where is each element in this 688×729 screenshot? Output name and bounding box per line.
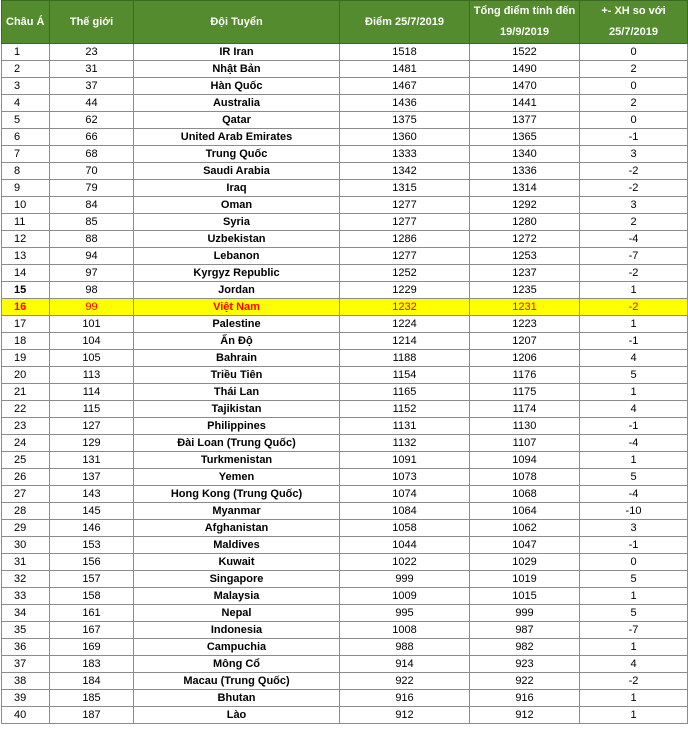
- cell-asia-rank: 23: [2, 418, 50, 435]
- cell-world-rank: 99: [50, 299, 134, 316]
- cell-asia-rank: 2: [2, 61, 50, 78]
- cell-team: Bahrain: [134, 350, 340, 367]
- table-row: [2, 78, 688, 95]
- cell-asia-rank: 17: [2, 316, 50, 333]
- header-world-rank: Thế giới: [50, 1, 134, 44]
- cell-asia-rank: 25: [2, 452, 50, 469]
- table-row: [2, 486, 688, 503]
- cell-points-before: 999: [340, 571, 470, 588]
- cell-asia-rank: 9: [2, 180, 50, 197]
- cell-rank-change: 3: [580, 146, 688, 163]
- table-row: [2, 554, 688, 571]
- cell-world-rank: 62: [50, 112, 134, 129]
- cell-team: Việt Nam: [134, 299, 340, 316]
- cell-rank-change: 0: [580, 112, 688, 129]
- cell-asia-rank: 35: [2, 622, 50, 639]
- cell-asia-rank: 20: [2, 367, 50, 384]
- cell-points-before: 1132: [340, 435, 470, 452]
- cell-rank-change: -2: [580, 180, 688, 197]
- table-row: [2, 112, 688, 129]
- cell-world-rank: 184: [50, 673, 134, 690]
- cell-world-rank: 97: [50, 265, 134, 282]
- table-header-row: [2, 1, 688, 44]
- cell-team: Mông Cổ: [134, 656, 340, 673]
- cell-points-now: 1029: [470, 554, 580, 571]
- cell-asia-rank: 40: [2, 707, 50, 724]
- table-row: [2, 469, 688, 486]
- cell-asia-rank: 7: [2, 146, 50, 163]
- cell-points-before: 1315: [340, 180, 470, 197]
- cell-asia-rank: 4: [2, 95, 50, 112]
- cell-team: Triều Tiên: [134, 367, 340, 384]
- cell-world-rank: 31: [50, 61, 134, 78]
- cell-rank-change: 0: [580, 78, 688, 95]
- cell-rank-change: -2: [580, 299, 688, 316]
- cell-team: Australia: [134, 95, 340, 112]
- cell-team: Afghanistan: [134, 520, 340, 537]
- cell-asia-rank: 38: [2, 673, 50, 690]
- table-row: [2, 571, 688, 588]
- cell-asia-rank: 8: [2, 163, 50, 180]
- cell-world-rank: 145: [50, 503, 134, 520]
- cell-world-rank: 129: [50, 435, 134, 452]
- cell-rank-change: 5: [580, 571, 688, 588]
- cell-world-rank: 114: [50, 384, 134, 401]
- cell-asia-rank: 29: [2, 520, 50, 537]
- cell-team: Maldives: [134, 537, 340, 554]
- table-row: [2, 503, 688, 520]
- cell-points-before: 1152: [340, 401, 470, 418]
- cell-team: Macau (Trung Quốc): [134, 673, 340, 690]
- cell-points-before: 1518: [340, 44, 470, 61]
- cell-asia-rank: 18: [2, 333, 50, 350]
- cell-asia-rank: 37: [2, 656, 50, 673]
- cell-team: Campuchia: [134, 639, 340, 656]
- cell-asia-rank: 12: [2, 231, 50, 248]
- cell-points-now: 916: [470, 690, 580, 707]
- table-row: [2, 129, 688, 146]
- cell-world-rank: 37: [50, 78, 134, 95]
- cell-rank-change: 1: [580, 588, 688, 605]
- cell-team: Syria: [134, 214, 340, 231]
- cell-points-now: 1062: [470, 520, 580, 537]
- table-row: [2, 333, 688, 350]
- table-row: [2, 639, 688, 656]
- cell-world-rank: 185: [50, 690, 134, 707]
- cell-rank-change: 4: [580, 350, 688, 367]
- cell-points-before: 1229: [340, 282, 470, 299]
- cell-asia-rank: 3: [2, 78, 50, 95]
- cell-rank-change: 4: [580, 656, 688, 673]
- table-row: [2, 95, 688, 112]
- table-row: [2, 367, 688, 384]
- cell-points-before: 988: [340, 639, 470, 656]
- cell-world-rank: 156: [50, 554, 134, 571]
- cell-asia-rank: 34: [2, 605, 50, 622]
- cell-points-now: 1175: [470, 384, 580, 401]
- table-row: [2, 197, 688, 214]
- cell-world-rank: 70: [50, 163, 134, 180]
- cell-points-before: 1232: [340, 299, 470, 316]
- cell-points-now: 1019: [470, 571, 580, 588]
- cell-team: Hong Kong (Trung Quốc): [134, 486, 340, 503]
- cell-rank-change: 5: [580, 367, 688, 384]
- cell-points-before: 1277: [340, 197, 470, 214]
- cell-rank-change: 4: [580, 401, 688, 418]
- cell-rank-change: -2: [580, 163, 688, 180]
- cell-team: Oman: [134, 197, 340, 214]
- fifa-ranking-table: [1, 0, 688, 724]
- cell-points-now: 1015: [470, 588, 580, 605]
- cell-asia-rank: 13: [2, 248, 50, 265]
- cell-rank-change: 2: [580, 214, 688, 231]
- table-row: [2, 180, 688, 197]
- cell-asia-rank: 24: [2, 435, 50, 452]
- cell-points-now: 1522: [470, 44, 580, 61]
- table-body: [2, 44, 688, 724]
- cell-world-rank: 127: [50, 418, 134, 435]
- cell-rank-change: -1: [580, 129, 688, 146]
- table-row: [2, 707, 688, 724]
- cell-points-before: 1360: [340, 129, 470, 146]
- cell-rank-change: 3: [580, 520, 688, 537]
- cell-points-now: 1365: [470, 129, 580, 146]
- cell-asia-rank: 28: [2, 503, 50, 520]
- cell-world-rank: 85: [50, 214, 134, 231]
- cell-world-rank: 23: [50, 44, 134, 61]
- cell-rank-change: -1: [580, 537, 688, 554]
- table-row: [2, 350, 688, 367]
- cell-points-before: 922: [340, 673, 470, 690]
- cell-world-rank: 169: [50, 639, 134, 656]
- table-row: [2, 282, 688, 299]
- cell-points-before: 1009: [340, 588, 470, 605]
- cell-team: Hàn Quốc: [134, 78, 340, 95]
- cell-points-before: 1252: [340, 265, 470, 282]
- cell-points-before: 1342: [340, 163, 470, 180]
- cell-asia-rank: 10: [2, 197, 50, 214]
- cell-team: United Arab Emirates: [134, 129, 340, 146]
- cell-asia-rank: 39: [2, 690, 50, 707]
- cell-points-before: 1214: [340, 333, 470, 350]
- header-points-now-line2: 19/9/2019: [500, 26, 549, 38]
- table-row: [2, 146, 688, 163]
- table-row: [2, 214, 688, 231]
- cell-asia-rank: 33: [2, 588, 50, 605]
- cell-world-rank: 167: [50, 622, 134, 639]
- cell-team: Kuwait: [134, 554, 340, 571]
- cell-points-now: 1176: [470, 367, 580, 384]
- cell-team: IR Iran: [134, 44, 340, 61]
- cell-world-rank: 94: [50, 248, 134, 265]
- cell-team: Ấn Độ: [134, 333, 340, 350]
- cell-team: Indonesia: [134, 622, 340, 639]
- cell-rank-change: -4: [580, 231, 688, 248]
- cell-points-now: 1130: [470, 418, 580, 435]
- cell-points-before: 1188: [340, 350, 470, 367]
- cell-team: Iraq: [134, 180, 340, 197]
- cell-points-before: 1375: [340, 112, 470, 129]
- cell-points-now: 982: [470, 639, 580, 656]
- table-row: [2, 605, 688, 622]
- cell-rank-change: -2: [580, 265, 688, 282]
- header-points-now: [470, 1, 580, 44]
- cell-team: Nepal: [134, 605, 340, 622]
- cell-rank-change: -1: [580, 418, 688, 435]
- cell-team: Uzbekistan: [134, 231, 340, 248]
- cell-rank-change: 2: [580, 95, 688, 112]
- cell-points-now: 1206: [470, 350, 580, 367]
- cell-team: Singapore: [134, 571, 340, 588]
- cell-world-rank: 153: [50, 537, 134, 554]
- cell-world-rank: 68: [50, 146, 134, 163]
- cell-rank-change: 1: [580, 452, 688, 469]
- cell-points-now: 1235: [470, 282, 580, 299]
- cell-points-now: 1223: [470, 316, 580, 333]
- cell-points-before: 1333: [340, 146, 470, 163]
- header-rank-change: [580, 1, 688, 44]
- cell-points-now: 1470: [470, 78, 580, 95]
- cell-rank-change: -4: [580, 486, 688, 503]
- cell-points-before: 995: [340, 605, 470, 622]
- cell-world-rank: 131: [50, 452, 134, 469]
- cell-world-rank: 88: [50, 231, 134, 248]
- table-row: [2, 265, 688, 282]
- table-row: [2, 384, 688, 401]
- cell-rank-change: 3: [580, 197, 688, 214]
- cell-asia-rank: 19: [2, 350, 50, 367]
- cell-world-rank: 66: [50, 129, 134, 146]
- cell-points-before: 912: [340, 707, 470, 724]
- cell-points-before: 1074: [340, 486, 470, 503]
- table-row: [2, 163, 688, 180]
- table-row: [2, 690, 688, 707]
- cell-rank-change: -7: [580, 248, 688, 265]
- table-row: [2, 435, 688, 452]
- cell-world-rank: 158: [50, 588, 134, 605]
- table-row: [2, 299, 688, 316]
- cell-world-rank: 115: [50, 401, 134, 418]
- table-row: [2, 673, 688, 690]
- cell-points-now: 1174: [470, 401, 580, 418]
- cell-points-now: 1336: [470, 163, 580, 180]
- cell-points-now: 1272: [470, 231, 580, 248]
- cell-points-now: 999: [470, 605, 580, 622]
- cell-points-now: 1490: [470, 61, 580, 78]
- cell-points-now: 1340: [470, 146, 580, 163]
- cell-world-rank: 84: [50, 197, 134, 214]
- cell-team: Kyrgyz Republic: [134, 265, 340, 282]
- cell-team: Thái Lan: [134, 384, 340, 401]
- cell-points-now: 1377: [470, 112, 580, 129]
- header-asia-rank: Châu Á: [2, 1, 50, 44]
- cell-team: Saudi Arabia: [134, 163, 340, 180]
- cell-rank-change: -4: [580, 435, 688, 452]
- cell-points-now: 923: [470, 656, 580, 673]
- cell-asia-rank: 16: [2, 299, 50, 316]
- cell-asia-rank: 36: [2, 639, 50, 656]
- cell-points-before: 1224: [340, 316, 470, 333]
- cell-points-now: 1078: [470, 469, 580, 486]
- cell-rank-change: 5: [580, 469, 688, 486]
- cell-asia-rank: 30: [2, 537, 50, 554]
- cell-asia-rank: 26: [2, 469, 50, 486]
- table-row: [2, 248, 688, 265]
- cell-asia-rank: 11: [2, 214, 50, 231]
- cell-points-before: 1165: [340, 384, 470, 401]
- table-row: [2, 401, 688, 418]
- cell-world-rank: 44: [50, 95, 134, 112]
- cell-team: Nhật Bản: [134, 61, 340, 78]
- table-row: [2, 61, 688, 78]
- cell-points-before: 1091: [340, 452, 470, 469]
- cell-team: Lebanon: [134, 248, 340, 265]
- cell-rank-change: 0: [580, 554, 688, 571]
- table-row: [2, 316, 688, 333]
- table-row: [2, 44, 688, 61]
- cell-rank-change: 1: [580, 690, 688, 707]
- table-row: [2, 520, 688, 537]
- cell-team: Palestine: [134, 316, 340, 333]
- cell-world-rank: 98: [50, 282, 134, 299]
- table-row: [2, 588, 688, 605]
- table-row: [2, 656, 688, 673]
- cell-rank-change: -10: [580, 503, 688, 520]
- cell-team: Tajikistan: [134, 401, 340, 418]
- cell-team: Malaysia: [134, 588, 340, 605]
- cell-world-rank: 183: [50, 656, 134, 673]
- header-points-now-line1: Tổng điểm tính đến: [473, 5, 576, 17]
- cell-world-rank: 161: [50, 605, 134, 622]
- cell-points-before: 1286: [340, 231, 470, 248]
- cell-asia-rank: 22: [2, 401, 50, 418]
- cell-world-rank: 113: [50, 367, 134, 384]
- cell-world-rank: 79: [50, 180, 134, 197]
- cell-team: Myanmar: [134, 503, 340, 520]
- cell-points-before: 1022: [340, 554, 470, 571]
- cell-asia-rank: 15: [2, 282, 50, 299]
- cell-asia-rank: 14: [2, 265, 50, 282]
- cell-rank-change: -7: [580, 622, 688, 639]
- cell-world-rank: 157: [50, 571, 134, 588]
- cell-world-rank: 104: [50, 333, 134, 350]
- cell-world-rank: 143: [50, 486, 134, 503]
- header-rank-change-line2: 25/7/2019: [609, 26, 658, 38]
- cell-asia-rank: 6: [2, 129, 50, 146]
- cell-points-before: 1084: [340, 503, 470, 520]
- cell-world-rank: 137: [50, 469, 134, 486]
- cell-points-now: 1237: [470, 265, 580, 282]
- cell-points-now: 1107: [470, 435, 580, 452]
- header-rank-change-line1: +- XH so với: [601, 5, 666, 17]
- table-row: [2, 231, 688, 248]
- cell-team: Trung Quốc: [134, 146, 340, 163]
- cell-team: Jordan: [134, 282, 340, 299]
- cell-team: Turkmenistan: [134, 452, 340, 469]
- cell-points-before: 1154: [340, 367, 470, 384]
- cell-points-now: 922: [470, 673, 580, 690]
- cell-points-now: 1292: [470, 197, 580, 214]
- cell-points-before: 1131: [340, 418, 470, 435]
- cell-rank-change: 1: [580, 639, 688, 656]
- cell-world-rank: 105: [50, 350, 134, 367]
- cell-asia-rank: 21: [2, 384, 50, 401]
- cell-asia-rank: 5: [2, 112, 50, 129]
- cell-points-now: 1207: [470, 333, 580, 350]
- cell-points-before: 1073: [340, 469, 470, 486]
- cell-points-before: 1058: [340, 520, 470, 537]
- cell-points-now: 987: [470, 622, 580, 639]
- cell-points-before: 1467: [340, 78, 470, 95]
- cell-rank-change: -2: [580, 673, 688, 690]
- cell-rank-change: 2: [580, 61, 688, 78]
- cell-points-before: 1277: [340, 248, 470, 265]
- cell-world-rank: 146: [50, 520, 134, 537]
- table-row: [2, 418, 688, 435]
- cell-points-now: 1047: [470, 537, 580, 554]
- cell-rank-change: 1: [580, 282, 688, 299]
- cell-rank-change: -1: [580, 333, 688, 350]
- cell-points-before: 1044: [340, 537, 470, 554]
- cell-points-before: 916: [340, 690, 470, 707]
- cell-points-now: 1441: [470, 95, 580, 112]
- cell-rank-change: 1: [580, 316, 688, 333]
- cell-points-now: 912: [470, 707, 580, 724]
- cell-world-rank: 101: [50, 316, 134, 333]
- cell-asia-rank: 31: [2, 554, 50, 571]
- table-row: [2, 537, 688, 554]
- cell-rank-change: 1: [580, 707, 688, 724]
- cell-team: Qatar: [134, 112, 340, 129]
- cell-team: Lào: [134, 707, 340, 724]
- cell-points-before: 1481: [340, 61, 470, 78]
- cell-points-now: 1253: [470, 248, 580, 265]
- cell-points-now: 1314: [470, 180, 580, 197]
- cell-team: Philippines: [134, 418, 340, 435]
- cell-points-before: 914: [340, 656, 470, 673]
- cell-team: Bhutan: [134, 690, 340, 707]
- cell-asia-rank: 32: [2, 571, 50, 588]
- header-team: Đội Tuyển: [134, 1, 340, 44]
- cell-points-before: 1008: [340, 622, 470, 639]
- header-points-before: Điểm 25/7/2019: [340, 1, 470, 44]
- cell-points-now: 1280: [470, 214, 580, 231]
- cell-points-now: 1068: [470, 486, 580, 503]
- cell-points-before: 1277: [340, 214, 470, 231]
- table-row: [2, 452, 688, 469]
- cell-rank-change: 1: [580, 384, 688, 401]
- cell-rank-change: 0: [580, 44, 688, 61]
- cell-asia-rank: 1: [2, 44, 50, 61]
- cell-team: Yemen: [134, 469, 340, 486]
- cell-points-now: 1094: [470, 452, 580, 469]
- cell-rank-change: 5: [580, 605, 688, 622]
- cell-asia-rank: 27: [2, 486, 50, 503]
- cell-points-now: 1231: [470, 299, 580, 316]
- table-row: [2, 622, 688, 639]
- cell-points-now: 1064: [470, 503, 580, 520]
- cell-points-before: 1436: [340, 95, 470, 112]
- cell-world-rank: 187: [50, 707, 134, 724]
- cell-team: Đài Loan (Trung Quốc): [134, 435, 340, 452]
